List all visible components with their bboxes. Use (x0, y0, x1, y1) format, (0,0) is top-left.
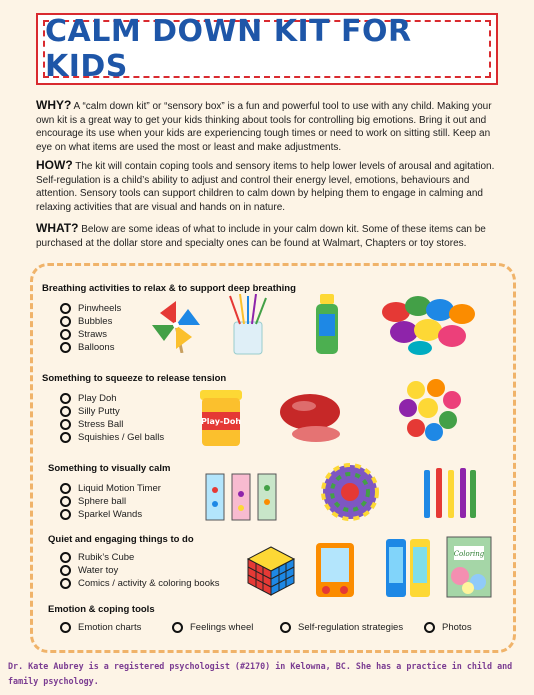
section-title-emotion: Emotion & coping tools (48, 604, 155, 615)
list-item[interactable]: Self-regulation strategies (280, 622, 403, 633)
list-item[interactable]: Balloons (60, 342, 114, 353)
list-item[interactable]: Liquid Motion Timer (60, 483, 161, 494)
play-doh-label: Play-Doh (200, 417, 242, 426)
why-label: WHY? (36, 98, 72, 112)
list-item[interactable]: Emotion charts (60, 622, 141, 633)
checkbox-circle-icon[interactable] (172, 622, 183, 633)
list-item[interactable]: Pinwheels (60, 303, 121, 314)
bubbles-image (312, 294, 342, 356)
list-item[interactable]: Silly Putty (60, 406, 120, 417)
how-label: HOW? (36, 158, 73, 172)
checkbox-circle-icon[interactable] (280, 622, 291, 633)
play-doh-image (196, 388, 246, 448)
list-item[interactable]: Straws (60, 329, 107, 340)
title-banner (36, 13, 498, 85)
aqua-toy-image (384, 537, 432, 599)
liquid-motion-timer-image (204, 470, 278, 524)
water-toy-image (314, 541, 356, 599)
checkbox-circle-icon[interactable] (60, 432, 71, 443)
section-title-squeeze: Something to squeeze to release tension (42, 373, 227, 384)
page-title: CALM DOWN KIT FOR KIDS (45, 14, 412, 84)
title-dashed-frame (43, 14, 491, 84)
checkbox-circle-icon[interactable] (60, 578, 71, 589)
checkbox-circle-icon[interactable] (60, 565, 71, 576)
list-item[interactable]: Photos (424, 622, 472, 633)
sparkle-wands-image (420, 466, 478, 522)
coloring-book-image (446, 536, 492, 598)
list-item[interactable]: Play Doh (60, 393, 117, 404)
stress-balls-image (394, 376, 464, 446)
sphere-ball-image (320, 462, 380, 522)
pinwheel-image (148, 297, 204, 353)
list-item[interactable]: Comics / activity & coloring books (60, 578, 220, 589)
checkbox-circle-icon[interactable] (60, 393, 71, 404)
coloring-book-label: Coloring (453, 550, 485, 558)
checkbox-circle-icon[interactable] (60, 342, 71, 353)
list-item[interactable]: Stress Ball (60, 419, 123, 430)
how-paragraph (36, 159, 502, 214)
checkbox-circle-icon[interactable] (424, 622, 435, 633)
why-text: A “calm down kit” or “sensory box” is a fun and powerful tool to use with any child. Making your own kit is a great way to get your kids thinking about tools for controlling big emotions. Bring it out and encourage its use when your kids are experiencing tough times or need to work on sitting still. Keep an eye on what items are used the most or least and make adjustments. (36, 101, 492, 153)
checkbox-circle-icon[interactable] (60, 622, 71, 633)
list-item[interactable]: Water toy (60, 565, 118, 576)
balloons-image (378, 292, 478, 356)
list-item[interactable]: Sparkel Wands (60, 509, 142, 520)
section-title-visual: Something to visually calm (48, 463, 171, 474)
silly-putty-image (276, 390, 346, 446)
why-paragraph (36, 99, 502, 154)
checkbox-circle-icon[interactable] (60, 552, 71, 563)
checkbox-circle-icon[interactable] (60, 406, 71, 417)
how-text: The kit will contain coping tools and sensory items to help lower levels of arousal and agitation. Self-regulation is a child’s ability to adjust and control their energy level, emotions, behaviours and attention. Sensory tools can support children to calm down by helping them to engage in calming and relaxing activities that are visual and hands on in nature. (36, 161, 495, 213)
straws-image (226, 294, 270, 356)
checkbox-circle-icon[interactable] (60, 496, 71, 507)
list-item[interactable]: Squishies / Gel balls (60, 432, 164, 443)
what-paragraph (36, 222, 502, 250)
checkbox-circle-icon[interactable] (60, 303, 71, 314)
section-title-breathing: Breathing activities to relax & to support deep breathing (42, 283, 296, 294)
checkbox-circle-icon[interactable] (60, 483, 71, 494)
list-item[interactable]: Feelings wheel (172, 622, 253, 633)
checkbox-circle-icon[interactable] (60, 509, 71, 520)
list-item[interactable]: Bubbles (60, 316, 112, 327)
author-footer: Dr. Kate Aubrey is a registered psychologist (#2170) in Kelowna, BC. She has a practice in child and family psychology. (8, 661, 513, 686)
list-item[interactable]: Rubik’s Cube (60, 552, 134, 563)
checkbox-circle-icon[interactable] (60, 419, 71, 430)
rubiks-cube-image (246, 545, 296, 597)
list-item[interactable]: Sphere ball (60, 496, 126, 507)
what-text: Below are some ideas of what to include in your calm down kit. Some of these items can be purchased at the dollar store and specialty ones can be found at Walmart, Chapters or toy stores. (36, 224, 486, 249)
checkbox-circle-icon[interactable] (60, 329, 71, 340)
section-title-quiet: Quiet and engaging things to do (48, 534, 194, 545)
what-label: WHAT? (36, 221, 79, 235)
checkbox-circle-icon[interactable] (60, 316, 71, 327)
